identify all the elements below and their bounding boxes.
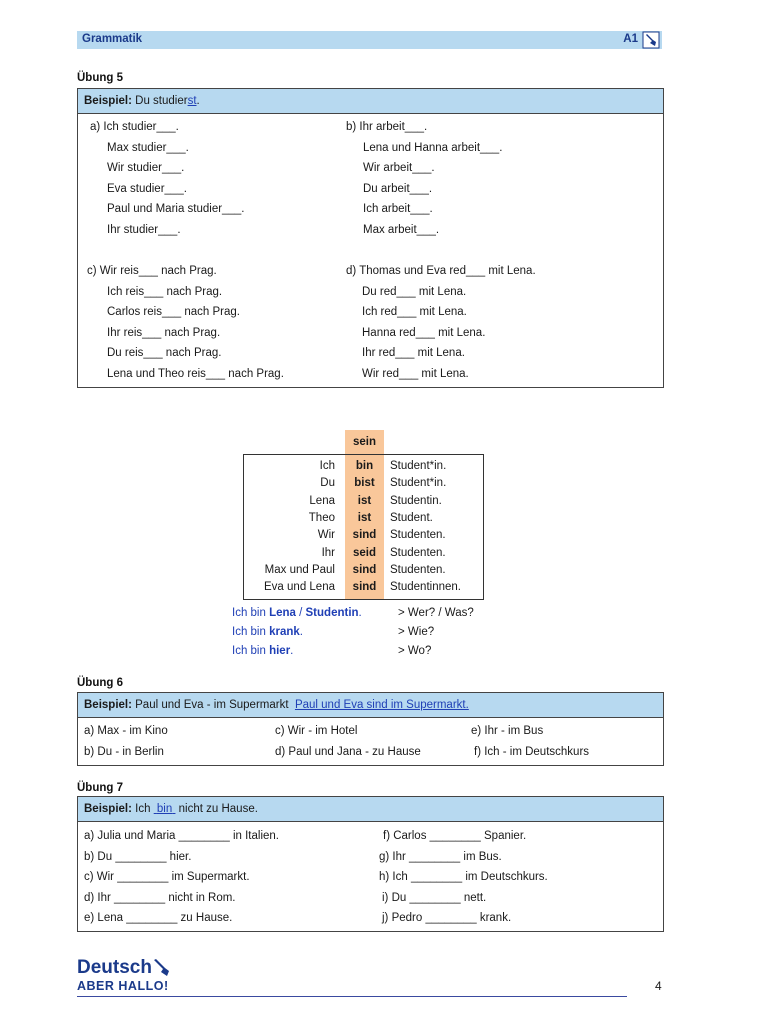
exercise-line: Hanna red___ mit Lena. <box>362 326 486 339</box>
logo-top: Deutsch <box>77 957 152 978</box>
sein-subject: Ihr <box>321 546 335 559</box>
exercise-item: e) Lena ________ zu Hause. <box>84 912 233 924</box>
exercise-line: Ich reis___ nach Prag. <box>107 285 223 298</box>
exercise-item: j) Pedro ________ krank. <box>382 912 512 924</box>
logo-hand-icon <box>152 958 172 978</box>
beispiel-text: Paul und Eva - im Supermarkt <box>135 699 289 711</box>
header-bar <box>77 31 662 49</box>
uebung5-beispiel <box>78 89 663 114</box>
header-title: Grammatik <box>82 33 143 45</box>
exercise-line: Ich arbeit___. <box>363 203 433 216</box>
exercise-line: Ihr red___ mit Lena. <box>362 347 465 360</box>
exercise-item: f) Ich - im Deutschkurs <box>474 746 590 758</box>
exercise-item: b) Du ________ hier. <box>84 850 192 863</box>
exercise-line: Lena und Theo reis___ nach Prag. <box>107 368 284 380</box>
usage-example <box>232 607 362 619</box>
uebung5-box <box>77 88 664 388</box>
usage-sep: / <box>295 607 306 619</box>
usage-prefix: Ich bin <box>232 626 270 638</box>
exercise-line: Lena und Hanna arbeit___. <box>363 141 503 154</box>
exercise-line: Ich red___ mit Lena. <box>362 306 467 319</box>
sein-subject: Max und Paul <box>264 563 335 576</box>
sein-verb: bist <box>354 477 375 490</box>
usage-prefix: Ich bin <box>232 607 270 619</box>
sein-table <box>243 454 484 600</box>
sein-verb: sind <box>352 529 377 542</box>
usage-question: > Wo? <box>398 645 432 657</box>
exercise-item: b) Du - in Berlin <box>84 746 164 758</box>
usage-bold: hier <box>269 645 291 657</box>
exercise-line: Paul und Maria studier___. <box>107 203 245 216</box>
sein-subject: Wir <box>317 529 335 542</box>
usage-bold: krank <box>269 626 300 638</box>
exercise-line: Max arbeit___. <box>363 224 440 236</box>
exercise-line: Du reis___ nach Prag. <box>107 347 222 360</box>
usage-bold: Lena <box>269 607 296 619</box>
usage-bold2: Studentin <box>305 607 359 619</box>
exercise-item: a) Max - im Kino <box>84 725 168 737</box>
sein-noun: Studenten. <box>390 546 446 559</box>
exercise-line: Max studier___. <box>107 141 189 154</box>
usage-end: . <box>299 626 303 638</box>
exercise-line: Wir studier___. <box>107 162 185 175</box>
exercise-item: h) Ich ________ im Deutschkurs. <box>379 871 548 883</box>
beispiel-answer: st <box>187 95 197 107</box>
sein-noun: Student. <box>390 511 433 524</box>
exercise-item: c) Wir - im Hotel <box>275 725 358 737</box>
sein-subject: Lena <box>309 494 335 507</box>
exercise-item: a) Julia und Maria ________ in Italien. <box>84 830 279 842</box>
exercise-line: Wir red___ mit Lena. <box>362 368 469 380</box>
usage-prefix: Ich bin <box>232 645 270 657</box>
sein-noun: Student*in. <box>390 460 447 472</box>
sein-verb: bin <box>355 460 374 472</box>
usage-example <box>232 626 303 638</box>
exercise-item: f) Carlos ________ Spanier. <box>383 830 527 842</box>
exercise-line: a) Ich studier___. <box>90 121 179 133</box>
exercise-line: Carlos reis___ nach Prag. <box>107 306 240 319</box>
uebung5-title: Übung 5 <box>77 72 123 84</box>
uebung7-beispiel <box>78 797 663 822</box>
exercise-line: c) Wir reis___ nach Prag. <box>87 265 217 277</box>
beispiel-text: Ich <box>135 803 151 815</box>
sein-verb: ist <box>357 494 372 507</box>
sein-noun: Studenten. <box>390 563 446 576</box>
sein-noun: Studentinnen. <box>390 581 461 594</box>
sein-verb: sind <box>352 581 377 594</box>
usage-question: > Wie? <box>398 626 435 638</box>
exercise-line: Ihr studier___. <box>107 224 181 236</box>
beispiel-label: Beispiel: <box>84 95 132 107</box>
sein-header: sein <box>345 430 384 454</box>
exercise-item: i) Du ________ nett. <box>382 891 487 904</box>
exercise-line: Wir arbeit___. <box>363 162 435 175</box>
beispiel-label: Beispiel: <box>84 699 132 711</box>
uebung6-title: Übung 6 <box>77 677 123 689</box>
uebung6-beispiel <box>78 693 663 718</box>
exercise-item: e) Ihr - im Bus <box>471 725 544 737</box>
sein-noun: Studenten. <box>390 529 446 542</box>
exercise-line: Du arbeit___. <box>363 182 433 195</box>
beispiel-end: . <box>196 95 200 107</box>
sein-subject: Eva und Lena <box>264 581 335 594</box>
logo-bottom: ABER HALLO! <box>77 979 169 993</box>
exercise-line: d) Thomas und Eva red___ mit Lena. <box>346 265 536 277</box>
beispiel-answer: bin <box>156 803 173 815</box>
sein-verb: ist <box>357 511 372 524</box>
usage-end: . <box>358 607 362 619</box>
exercise-item: d) Ihr ________ nicht in Rom. <box>84 891 236 904</box>
exercise-line: b) Ihr arbeit___. <box>346 121 428 133</box>
exercise-item: c) Wir ________ im Supermarkt. <box>84 871 250 883</box>
uebung7-title: Übung 7 <box>77 782 123 794</box>
pointing-hand-icon <box>642 31 660 49</box>
exercise-item: d) Paul und Jana - zu Hause <box>275 746 421 758</box>
usage-example <box>232 645 293 657</box>
sein-noun: Studentin. <box>390 494 442 507</box>
exercise-line: Eva studier___. <box>107 182 187 195</box>
sein-subject: Du <box>320 477 335 490</box>
page-number: 4 <box>655 979 662 993</box>
beispiel-end: nicht zu Hause. <box>178 803 258 815</box>
sein-noun: Student*in. <box>390 477 447 490</box>
beispiel-label: Beispiel: <box>84 803 132 815</box>
exercise-item: g) Ihr ________ im Bus. <box>379 850 502 863</box>
sein-verb: seid <box>352 546 376 559</box>
header-level: A1 <box>623 33 638 45</box>
usage-question: > Wer? / Was? <box>398 607 474 619</box>
sein-subject: Theo <box>308 511 335 524</box>
sein-subject: Ich <box>319 460 335 472</box>
sein-verb: sind <box>352 563 377 576</box>
beispiel-text: Du studier <box>135 95 188 107</box>
beispiel-answer: Paul und Eva sind im Supermarkt. <box>294 699 469 711</box>
exercise-line: Ihr reis___ nach Prag. <box>107 326 221 339</box>
exercise-line: Du red___ mit Lena. <box>362 285 467 298</box>
usage-end: . <box>290 645 294 657</box>
